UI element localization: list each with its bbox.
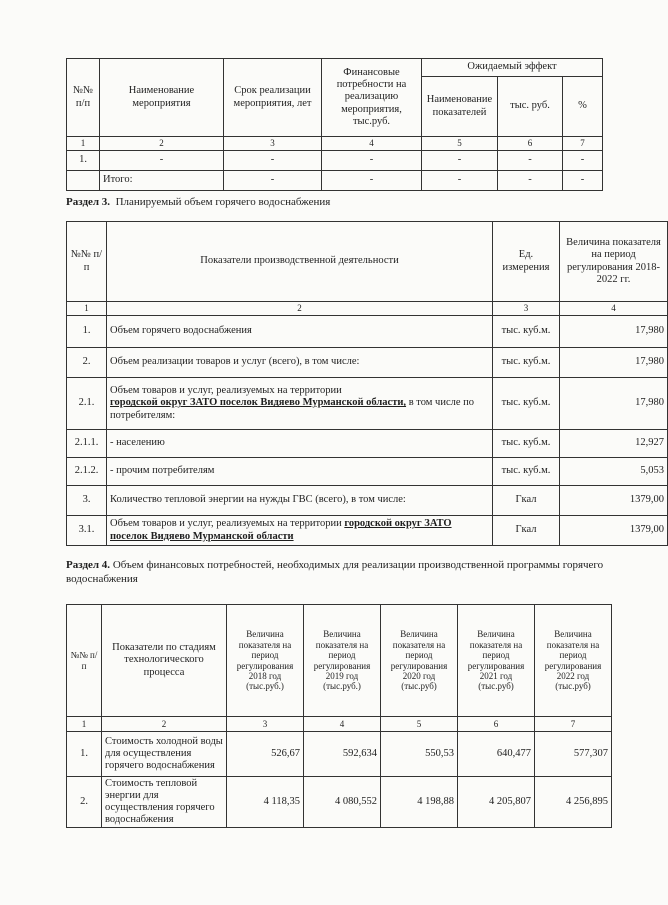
t1-col-num: 1 [67, 137, 100, 151]
t2-row-num: 1. [67, 316, 107, 348]
t3-header-num: №№ п/п [67, 605, 102, 717]
table-row-total [67, 171, 603, 191]
t2-row-unit: Гкал [493, 516, 560, 546]
t3-col-num: 4 [304, 717, 381, 732]
t2-row-value: 12,927 [560, 430, 668, 458]
section-4-title: Объем финансовых потребностей, необходимых для реализации производственной программы горячего водоснабжения [66, 559, 604, 586]
t1-col-num: 3 [224, 137, 322, 151]
t3-col-num: 7 [535, 717, 612, 732]
t3-row-value: 4 256,895 [535, 777, 612, 828]
t3-col-num: 3 [227, 717, 304, 732]
t1-cell [67, 171, 100, 191]
t1-col-num: 5 [422, 137, 498, 151]
t1-col-num: 4 [322, 137, 422, 151]
t2-row-unit: тыс. куб.м. [493, 430, 560, 458]
t2-row-num: 2.1.1. [67, 430, 107, 458]
t1-cell: 1. [67, 151, 100, 171]
t2-col-num: 4 [560, 302, 668, 316]
t3-col-num: 1 [67, 717, 102, 732]
t2-row-num: 3.1. [67, 516, 107, 546]
t3-header-year: Величина показателя на период регулирования 2018 год (тыс.руб.) [227, 605, 304, 717]
table-row [67, 458, 668, 486]
t3-row-value: 550,53 [381, 732, 458, 777]
t2-row-num: 3. [67, 486, 107, 516]
t2-row-name: Количество тепловой энергии на нужды ГВС (всего), в том числе: [107, 486, 493, 516]
t2-row-name [107, 516, 493, 546]
t1-header-indicators: Наименование показателей [422, 77, 498, 137]
t1-total-label: Итого: [100, 171, 224, 191]
t2-header-num: №№ п/п [67, 222, 107, 302]
t2-row-unit: Гкал [493, 486, 560, 516]
t2-row-num: 2.1.2. [67, 458, 107, 486]
t2-row-unit: тыс. куб.м. [493, 348, 560, 378]
t3-header-indicators: Показатели по стадиям технологического процесса [102, 605, 227, 717]
t3-header-year: Величина показателя на период регулирования 2020 год (тыс.руб) [381, 605, 458, 717]
t2-row-name-part: в том числе по потребителям: [110, 397, 474, 421]
t2-row-name-part: Объем товаров и услуг, реализуемых на территории [110, 385, 342, 397]
t1-cell: - [563, 151, 603, 171]
t2-col-num: 2 [107, 302, 493, 316]
t2-col-num: 3 [493, 302, 560, 316]
t1-header-rub: тыс. руб. [498, 77, 563, 137]
t1-number-row [67, 137, 603, 151]
t2-row-unit: тыс. куб.м. [493, 378, 560, 430]
hot-water-volume-table [66, 221, 668, 546]
t2-row-value: 5,053 [560, 458, 668, 486]
t1-header-pct: % [563, 77, 603, 137]
t1-col-num: 6 [498, 137, 563, 151]
t2-row-num: 2. [67, 348, 107, 378]
t3-col-num: 6 [458, 717, 535, 732]
t1-cell: - [224, 151, 322, 171]
t1-cell: - [100, 151, 224, 171]
t2-row-value: 17,980 [560, 316, 668, 348]
t1-header-effect: Ожидаемый эффект [422, 59, 603, 77]
t1-cell: - [563, 171, 603, 191]
table-row [67, 151, 603, 171]
t2-number-row [67, 302, 668, 316]
t3-col-num: 5 [381, 717, 458, 732]
t3-row-value: 577,307 [535, 732, 612, 777]
section-3-heading [66, 195, 330, 209]
t2-row-value: 1379,00 [560, 486, 668, 516]
t1-cell: - [498, 151, 563, 171]
table-row [67, 348, 668, 378]
t2-header-unit: Ед. измерения [493, 222, 560, 302]
t3-col-num: 2 [102, 717, 227, 732]
t1-header-name: Наименование мероприятия [100, 59, 224, 137]
table-row [67, 430, 668, 458]
t2-row-unit: тыс. куб.м. [493, 316, 560, 348]
t3-row-name: Стоимость холодной воды для осуществления горячего водоснабжения [102, 732, 227, 777]
t3-row-value: 640,477 [458, 732, 535, 777]
table-row [67, 516, 668, 546]
measures-table [66, 58, 603, 191]
section-3-label: Раздел 3. [66, 196, 111, 208]
t2-row-name [107, 378, 493, 430]
t2-row-value: 17,980 [560, 348, 668, 378]
t1-header-num: №№ п/п [67, 59, 100, 137]
t2-row-name: Объем горячего водоснабжения [107, 316, 493, 348]
t3-row-name: Стоимость тепловой энергии для осуществления горячего водоснабжения [102, 777, 227, 828]
t2-header-value: Величина показателя на период регулирования 2018-2022 гг. [560, 222, 668, 302]
section-4-label: Раздел 4. [66, 559, 111, 571]
t1-cell: - [422, 151, 498, 171]
t1-header-term: Срок реализации мероприятия, лет [224, 59, 322, 137]
t2-row-name: - прочим потребителям [107, 458, 493, 486]
t2-row-value: 17,980 [560, 378, 668, 430]
t3-header-year: Величина показателя на период регулирования 2022 год (тыс.руб) [535, 605, 612, 717]
t2-row-value: 1379,00 [560, 516, 668, 546]
t3-row-num: 1. [67, 732, 102, 777]
t2-row-name: - населению [107, 430, 493, 458]
t3-row-value: 4 205,807 [458, 777, 535, 828]
t2-row-name-part: Объем товаров и услуг, реализуемых на территории [110, 518, 345, 530]
t2-row-unit: тыс. куб.м. [493, 458, 560, 486]
t2-row-num: 2.1. [67, 378, 107, 430]
table-row [67, 777, 612, 828]
section-3-title: Планируемый объем горячего водоснабжения [115, 196, 331, 208]
t3-row-value: 526,67 [227, 732, 304, 777]
t3-row-value: 4 080,552 [304, 777, 381, 828]
t3-number-row [67, 717, 612, 732]
t3-row-value: 4 198,88 [381, 777, 458, 828]
t1-cell: - [322, 151, 422, 171]
t2-header-indicators: Показатели производственной деятельности [107, 222, 493, 302]
t1-header-fin: Финансовые потребности на реализацию мероприятия, тыс.руб. [322, 59, 422, 137]
t2-col-num: 1 [67, 302, 107, 316]
t3-row-value: 4 118,35 [227, 777, 304, 828]
t1-cell: - [422, 171, 498, 191]
t3-header-year: Величина показателя на период регулирования 2021 год (тыс.руб) [458, 605, 535, 717]
municipality-name: городской округ ЗАТО поселок Видяево Мурманской области, [110, 397, 407, 409]
t3-row-value: 592,634 [304, 732, 381, 777]
table-row [67, 486, 668, 516]
section-4-heading [66, 558, 611, 587]
t1-cell: - [322, 171, 422, 191]
t1-cell: - [498, 171, 563, 191]
t1-col-num: 2 [100, 137, 224, 151]
municipality-name: городской округ ЗАТО поселок Видяево Мурманской области [110, 518, 452, 542]
t3-row-num: 2. [67, 777, 102, 828]
t2-row-name: Объем реализации товаров и услуг (всего), в том числе: [107, 348, 493, 378]
t1-col-num: 7 [563, 137, 603, 151]
table-row [67, 378, 668, 430]
table-row [67, 316, 668, 348]
table-row [67, 732, 612, 777]
financial-needs-table [66, 604, 612, 828]
t3-header-year: Величина показателя на период регулирования 2019 год (тыс.руб.) [304, 605, 381, 717]
t1-cell: - [224, 171, 322, 191]
